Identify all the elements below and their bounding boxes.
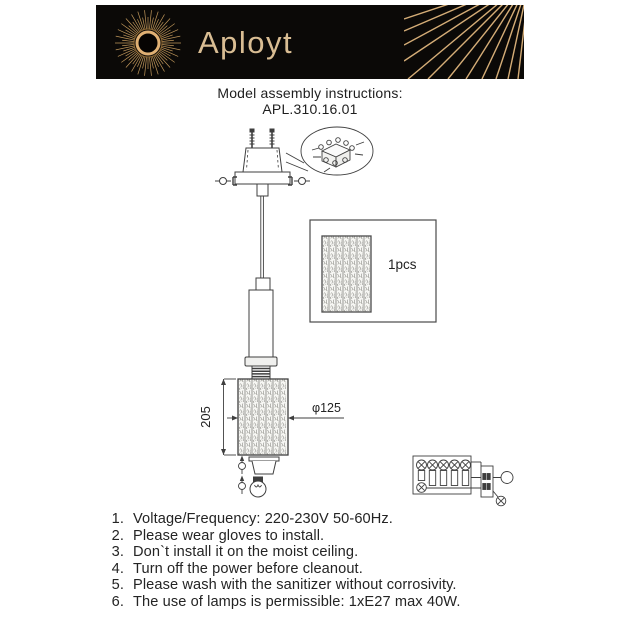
side-screw-right-icon (288, 177, 310, 185)
side-screw-left-icon (215, 177, 237, 185)
screw-symbol-icon (239, 476, 246, 495)
list-item (102, 594, 552, 611)
qty-label: 1pcs (388, 257, 417, 272)
item-text: Turn off the power before cleanout. (133, 560, 363, 577)
ceiling-canopy (235, 148, 290, 196)
suspension-wire (261, 196, 264, 278)
height-dimension-label: 205 (198, 406, 213, 428)
diameter-dimension-label: φ125 (312, 401, 341, 415)
screw-symbol-icon (239, 456, 246, 475)
item-text: Please wash with the sanitizer without corrosivity. (133, 577, 457, 594)
shade-part-box (310, 220, 436, 322)
item-text: Don`t install it on the moist ceiling. (133, 544, 359, 561)
socket-cup (249, 457, 279, 474)
item-text: Please wear gloves to install. (133, 527, 325, 544)
brand-logo-text: Aployt (198, 25, 294, 60)
model-code: APL.310.16.01 (262, 101, 358, 117)
item-number: 2. (111, 527, 124, 544)
load-circle-icon (501, 472, 513, 484)
page-title: Model assembly instructions: (217, 85, 403, 101)
lamp-terminal-icon (496, 496, 506, 506)
item-number: 3. (111, 544, 124, 561)
terminal-detail-balloon (286, 127, 373, 175)
list-item (102, 544, 552, 561)
list-item (102, 528, 552, 545)
item-number: 6. (111, 593, 124, 610)
item-number: 1. (111, 511, 124, 527)
list-item (102, 577, 552, 594)
item-text: Voltage/Frequency: 220-230V 50-60Hz. (133, 511, 393, 527)
instructions-list (102, 511, 552, 610)
lamp-stem (245, 278, 277, 379)
list-item (102, 511, 552, 528)
height-dimension (198, 379, 236, 455)
wiring-diagram (413, 456, 513, 506)
item-number: 4. (111, 560, 124, 577)
bulb-icon (250, 477, 266, 497)
item-number: 5. (111, 577, 124, 594)
list-item (102, 561, 552, 578)
crystal-shade (238, 379, 288, 455)
item-text: The use of lamps is permissible: 1xE27 max 40W. (133, 593, 461, 610)
